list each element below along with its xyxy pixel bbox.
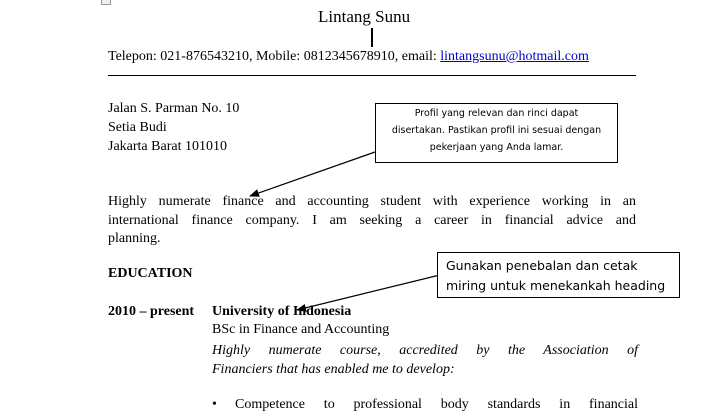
profile-line-3: planning. [108, 231, 161, 246]
education-bullet-1: Competence to professional body standards in financial [235, 397, 638, 412]
cv-name: Lintang Sunu [318, 7, 411, 26]
education-desc-line-2: Financiers that has enabled me to develop: [212, 362, 455, 377]
heading-callout-arrow [297, 272, 452, 310]
profile-tip-line-2: disertakan. Pastikan profil ini sesuai dengan [391, 125, 602, 136]
bullet-dot-icon: • [212, 397, 217, 412]
profile-line-1: Highly numerate finance and accounting student with experience working in an [108, 194, 636, 209]
email-link[interactable]: lintangsunu@hotmail.com [440, 49, 589, 64]
profile-tip-callout[interactable] [375, 103, 618, 163]
profile-tip-line-1: Profil yang relevan dan rinci dapat [414, 108, 579, 119]
heading-tip-callout[interactable] [437, 252, 680, 298]
profile-tip-line-3: pekerjaan yang Anda lamar. [429, 142, 564, 153]
education-desc-line-1: Highly numerate course, accredited by the Association of [212, 343, 638, 358]
education-degree: BSc in Finance and Accounting [212, 322, 390, 337]
education-period: 2010 – present [108, 304, 195, 319]
education-heading: EDUCATION [108, 266, 193, 281]
heading-tip-line-1: Gunakan penebalan dan cetak [446, 258, 638, 273]
address-line-3: Jakarta Barat 101010 [108, 139, 227, 154]
address-line-1: Jalan S. Parman No. 10 [108, 101, 240, 116]
education-institution: University of Indonesia [212, 304, 352, 319]
heading-tip-line-2: miring untuk menekankah heading [446, 278, 666, 293]
contact-details: Telepon: 021-876543210, Mobile: 0812345678910, email: [108, 49, 441, 64]
address-line-2: Setia Budi [108, 120, 167, 135]
profile-callout-arrow [250, 152, 375, 196]
profile-line-2: international finance company. I am seeking a career in financial advice and [108, 212, 636, 228]
